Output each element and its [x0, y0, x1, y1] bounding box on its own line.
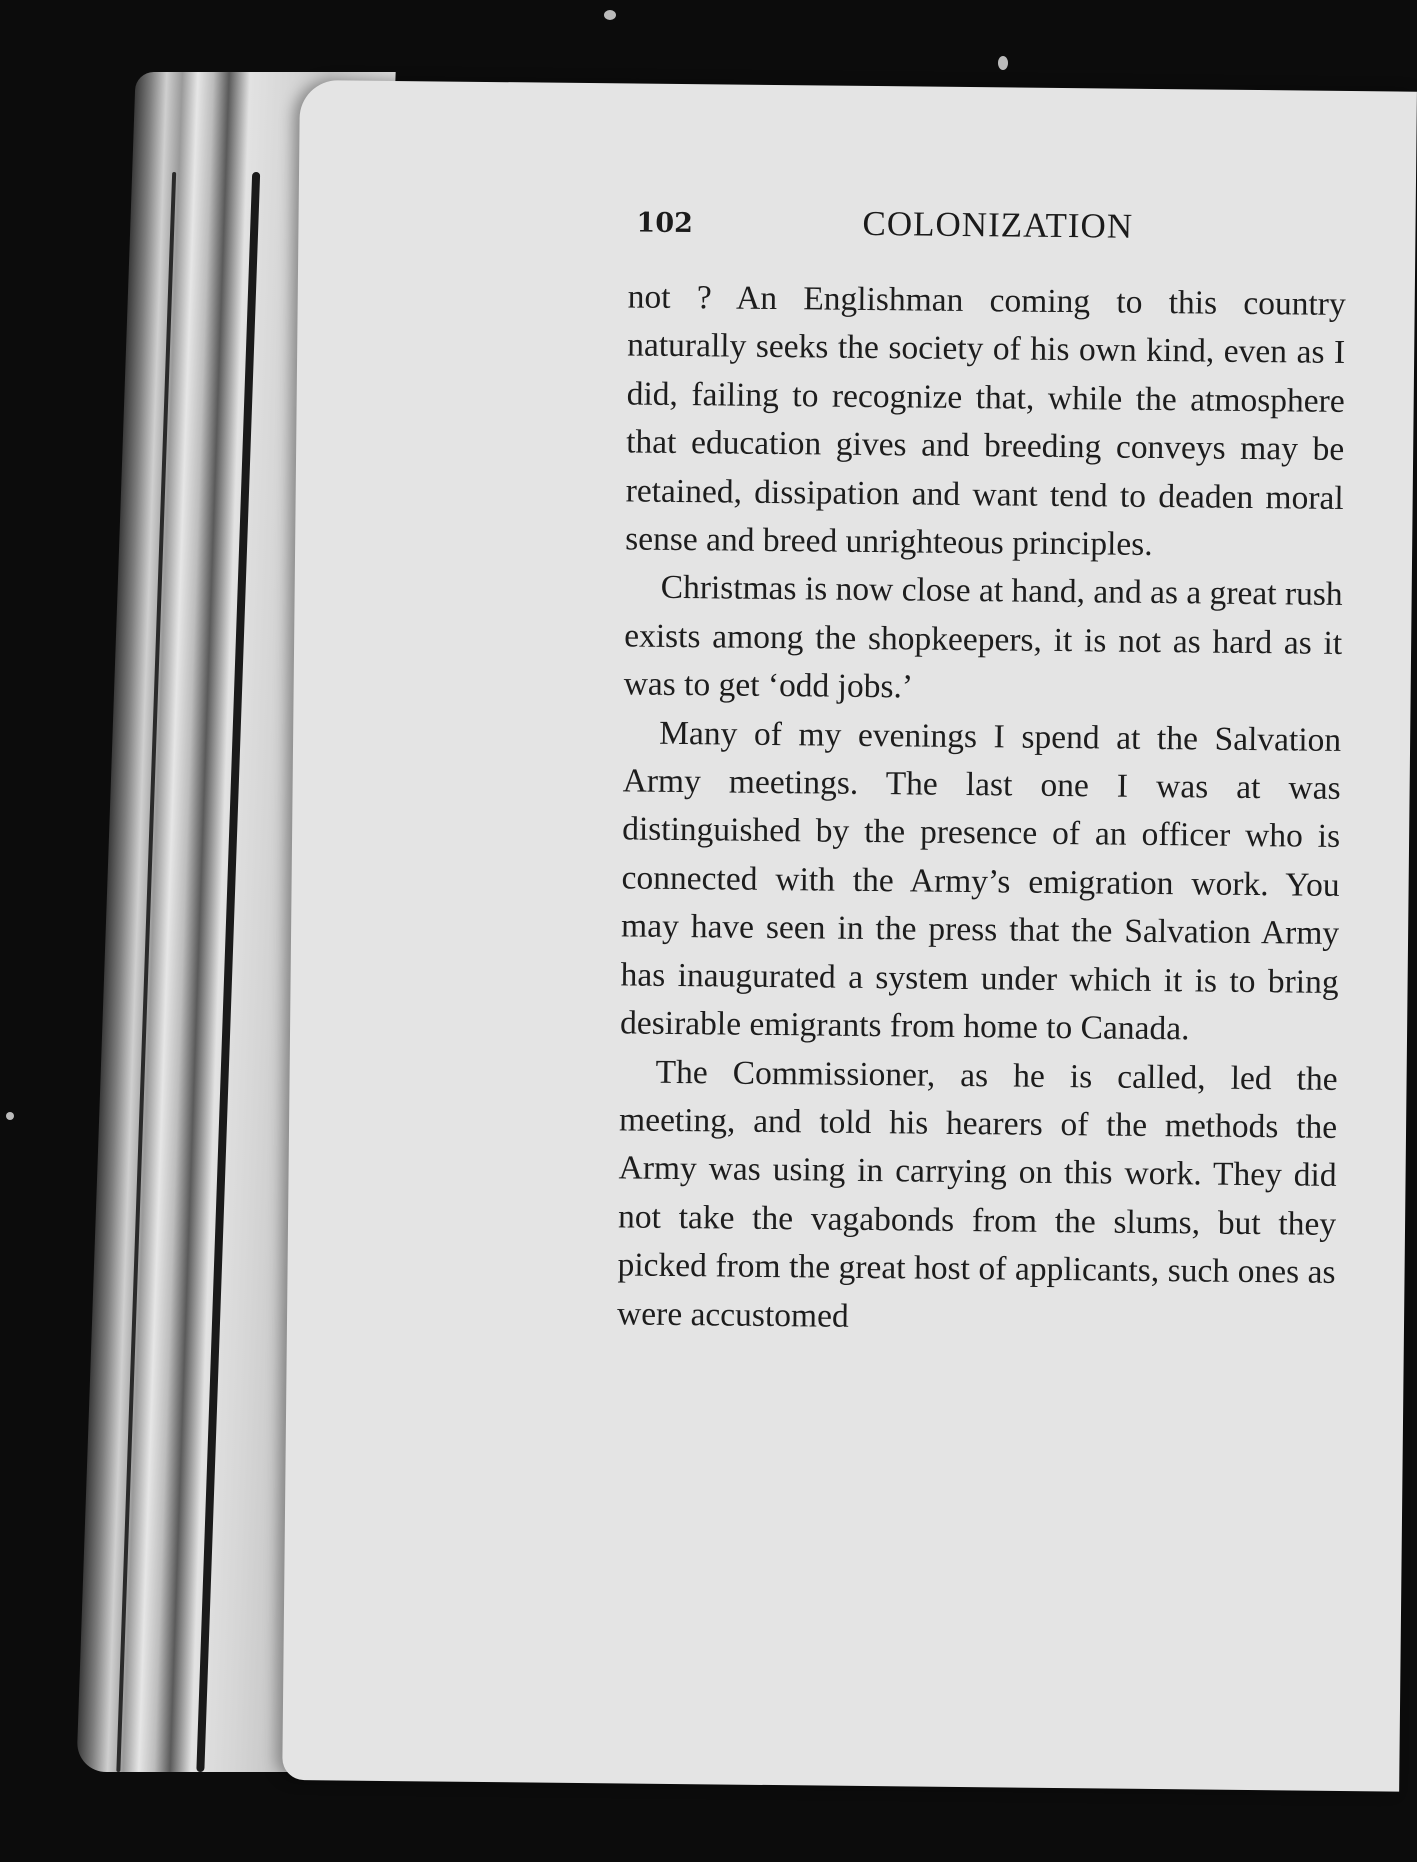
paragraph: Christmas is now close at hand, and as a great rush exists among the shopkeepers, it is not as hard as it was to get ‘odd jobs.’: [623, 569, 1343, 706]
body-text: [617, 273, 1346, 1345]
scan-dust: [998, 56, 1008, 70]
paragraph: The Commissioner, as he is called, led the meeting, and told his hearers of the methods the Army was using in carrying on this work. They did not take the vagabonds from the slums, but they picked from the great host of applicants, such ones as were accustomed: [616, 1053, 1338, 1335]
edge-shadow-line: [196, 172, 260, 1772]
page-header: [636, 203, 1337, 275]
scan-dust: [6, 1112, 14, 1120]
running-head: COLONIZATION: [862, 203, 1134, 246]
page-number: 102: [636, 207, 694, 240]
scan-dust: [604, 10, 616, 20]
book-page: [282, 80, 1417, 1792]
paragraph: not ? An Englishman coming to this country naturally seeks the society of his own kind, even as I did, failing to recognize that, while the atmosphere that education gives and breeding conveys may be retained, dissipation and want tend to deaden moral sense and breed unrighteous principles.: [625, 278, 1346, 563]
edge-shadow-line: [116, 172, 176, 1772]
paragraph: Many of my evenings I spend at the Salvation Army meetings. The last one I was at was distinguished by the presence of an officer who is connected with the Army’s emigration work. You may have seen in the press that the Salvation Army has inaugurated a system under which it is to bring desirable emigrants from home to Canada.: [619, 714, 1342, 1048]
